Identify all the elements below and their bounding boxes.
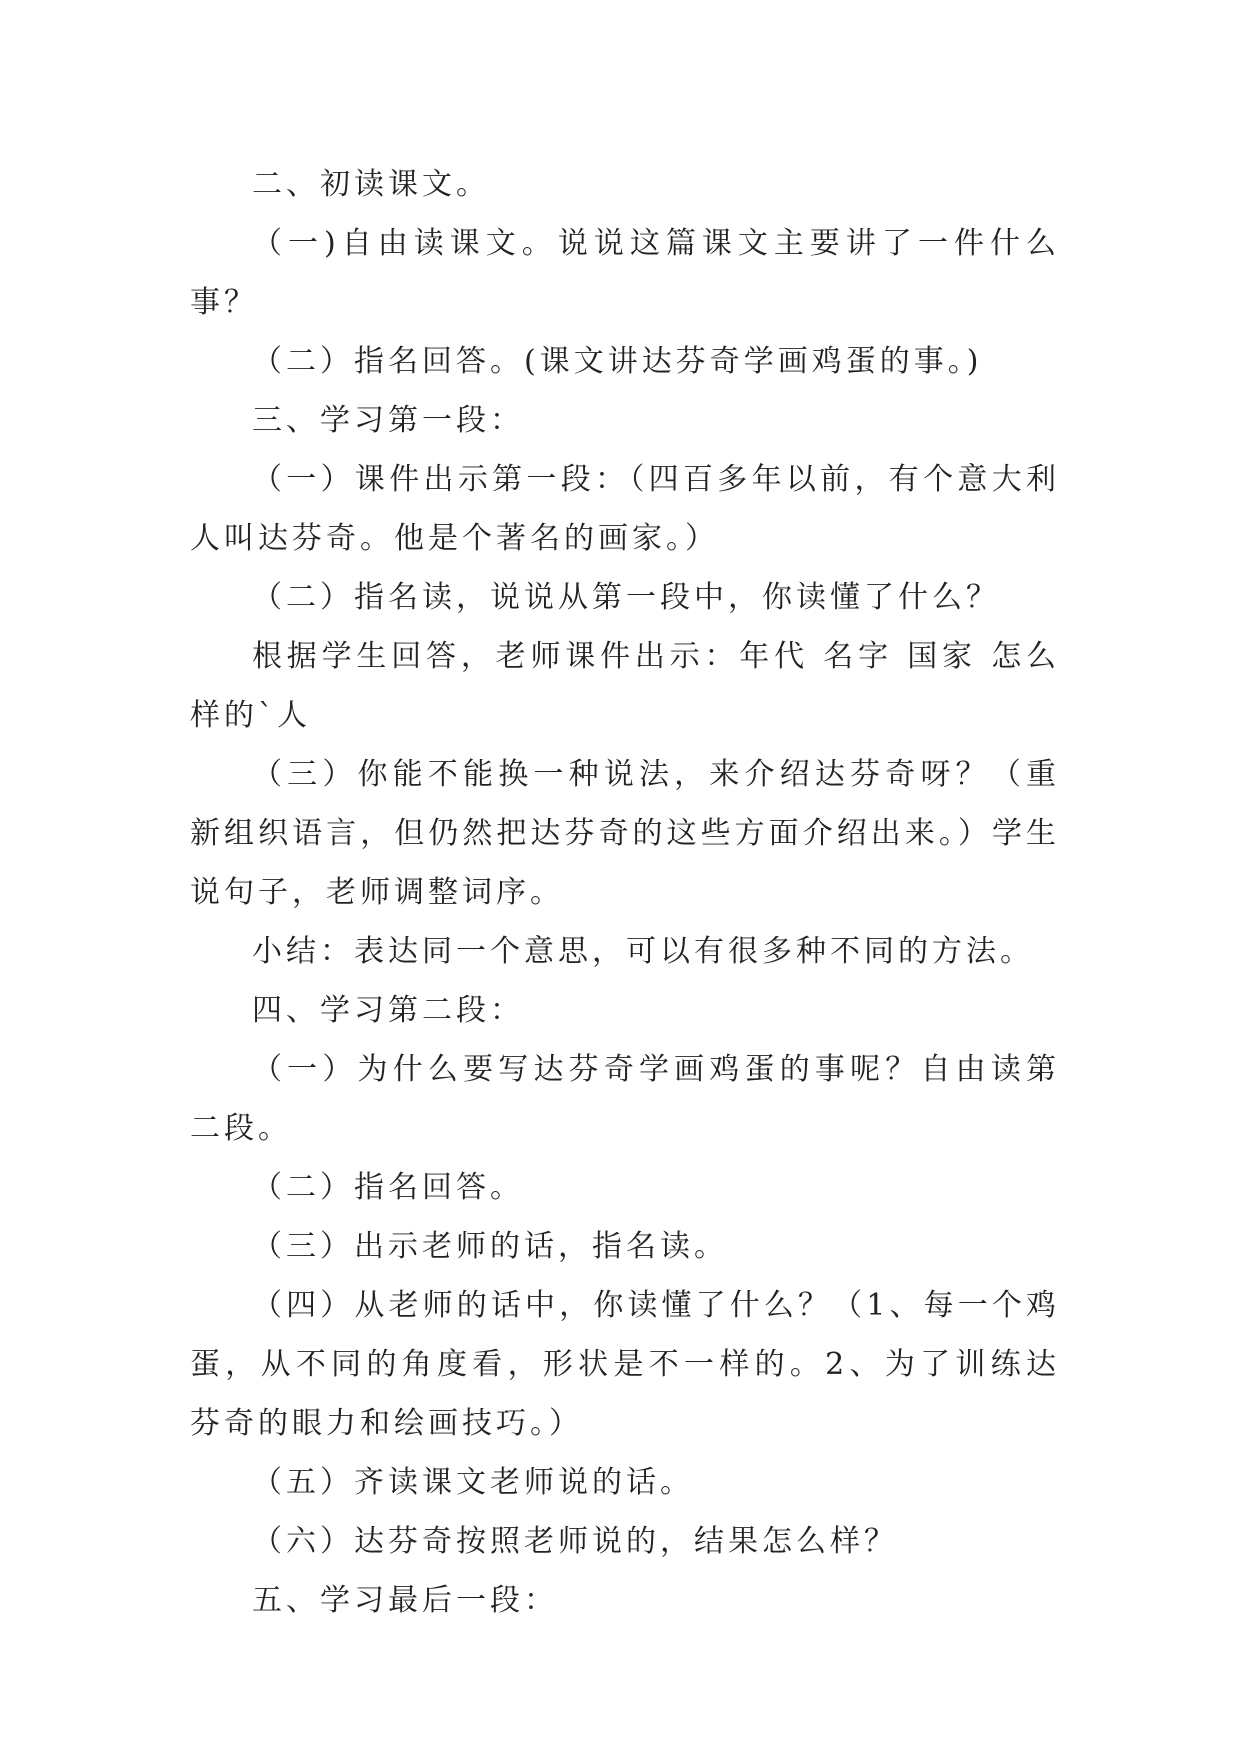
document-body bbox=[190, 155, 1060, 1630]
paragraph: （五）齐读课文老师说的话。 bbox=[252, 1465, 694, 1500]
section-heading-2: 二、初读课文。 bbox=[252, 167, 490, 202]
paragraph: （二）指名回答。 bbox=[252, 1170, 524, 1205]
paragraph: （一)自由读课文。说说这篇课文主要讲了一件什么事？ bbox=[190, 226, 1060, 320]
section-heading-5: 五、学习最后一段： bbox=[252, 1583, 558, 1618]
paragraph: 根据学生回答，老师课件出示：年代 名字 国家 怎么样的`人 bbox=[190, 639, 1060, 733]
paragraph: （四）从老师的话中，你读懂了什么？（1、每一个鸡蛋，从不同的角度看，形状是不一样的。2、为了训练达芬奇的眼力和绘画技巧。） bbox=[190, 1288, 1060, 1441]
paragraph: （一）为什么要写达芬奇学画鸡蛋的事呢？自由读第二段。 bbox=[190, 1052, 1060, 1146]
paragraph: （一）课件出示第一段：（四百多年以前，有个意大利人叫达芬奇。他是个著名的画家。） bbox=[190, 462, 1060, 556]
section-heading-3: 三、学习第一段： bbox=[252, 403, 524, 438]
paragraph: （二）指名读，说说从第一段中，你读懂了什么？ bbox=[252, 580, 1000, 615]
summary-paragraph: 小结：表达同一个意思，可以有很多种不同的方法。 bbox=[252, 934, 1034, 969]
paragraph: （三）你能不能换一种说法，来介绍达芬奇呀？（重新组织语言，但仍然把达芬奇的这些方面介绍出来。）学生说句子，老师调整词序。 bbox=[190, 757, 1060, 910]
paragraph: （六）达芬奇按照老师说的，结果怎么样？ bbox=[252, 1524, 898, 1559]
paragraph: （二）指名回答。(课文讲达芬奇学画鸡蛋的事。) bbox=[252, 344, 983, 379]
paragraph: （三）出示老师的话，指名读。 bbox=[252, 1229, 728, 1264]
section-heading-4: 四、学习第二段： bbox=[252, 993, 524, 1028]
